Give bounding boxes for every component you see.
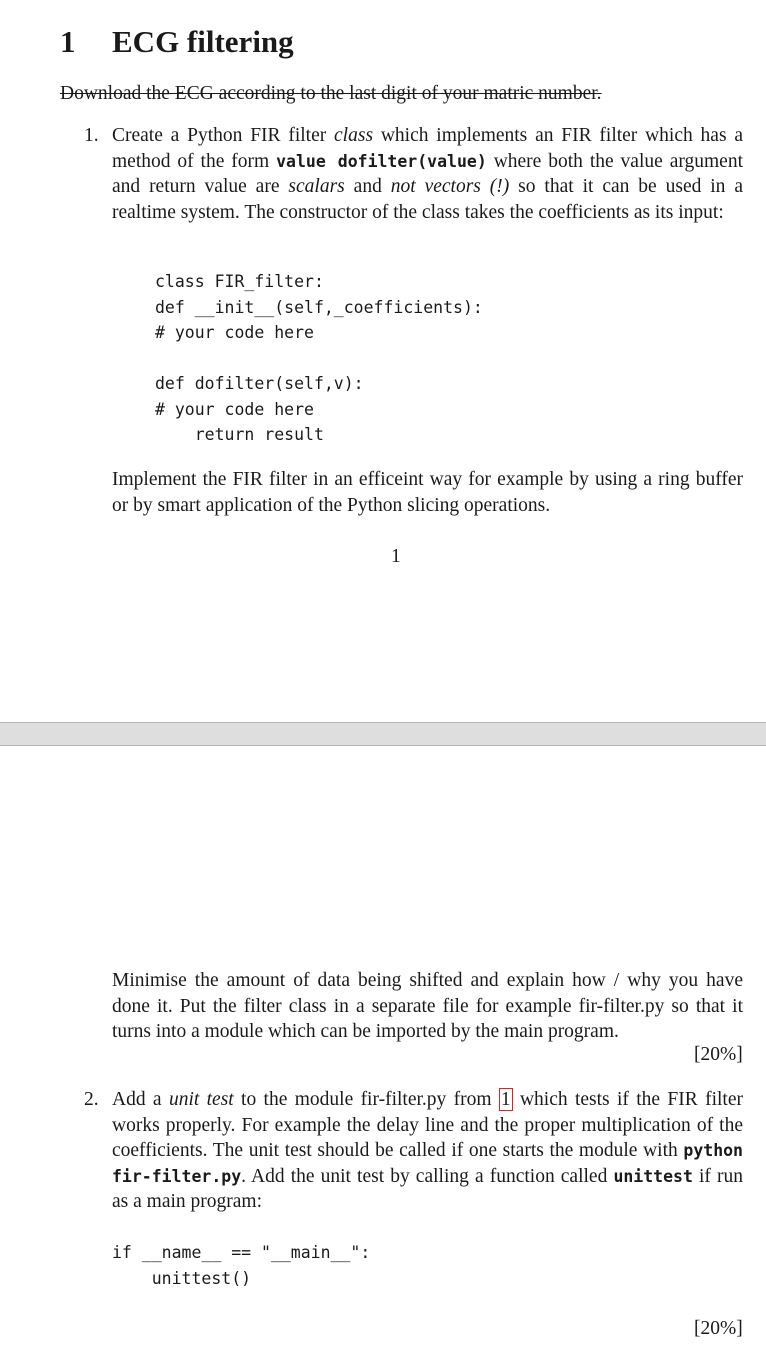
- code-line: class FIR_filter:: [155, 272, 324, 291]
- code-line: # your code here: [155, 399, 314, 419]
- code-line: if __name__ == "__main__":: [112, 1243, 371, 1262]
- code-block-main: [112, 1240, 370, 1291]
- item-2-percent: [20%]: [694, 1318, 743, 1339]
- item-1-number: 1.: [84, 125, 99, 146]
- item-2-text: Add a unit test to the module fir-filter.py from 1 which tests if the FIR filter works properly. For example the delay line and the proper multiplication of the coefficients. The unit test should be called if one starts the module with python fir-filter.py. Add the unit test by calling a function called unittest if run as a main program:: [112, 1089, 744, 1212]
- code-block-fir-class: [155, 269, 483, 448]
- reference-link-1[interactable]: 1: [500, 1089, 511, 1110]
- code-line: unittest(): [112, 1268, 252, 1288]
- code-line: def dofilter(self,v):: [155, 374, 364, 393]
- code-line: return result: [155, 425, 324, 444]
- struck-instruction: Download the ECG according to the last digit of your matric number.: [60, 83, 602, 104]
- page-separator: [0, 722, 766, 746]
- section-title: ECG filtering: [112, 24, 294, 59]
- item-1-continuation: Minimise the amount of data being shifted and explain how / why you have done it. Put the filter class in a separate file for example fir-filter.py so that it turns into a module which can be imported by the main program.: [112, 970, 743, 1042]
- code-line: # your code here: [155, 323, 314, 342]
- section-number: 1: [60, 24, 76, 59]
- code-line: [155, 346, 483, 372]
- page-number: 1: [391, 546, 401, 567]
- item-2-number: 2.: [84, 1089, 99, 1110]
- section-heading: [60, 24, 294, 60]
- item-1-percent: [20%]: [694, 1044, 743, 1065]
- item-1-intro: Create a Python FIR filter class which implements an FIR filter which has a method of the form value dofilter(value) where both the value argument and return value are scalars and not vectors (!) so that it can be used in a realtime system. The constructor of the class takes the coefficients as its input:: [112, 125, 744, 223]
- code-line: def __init__(self,_coefficients):: [155, 297, 483, 317]
- item-1-implementation-text: Implement the FIR filter in an efficeint way for example by using a ring buffer or by smart application of the Python slicing operations.: [112, 469, 743, 516]
